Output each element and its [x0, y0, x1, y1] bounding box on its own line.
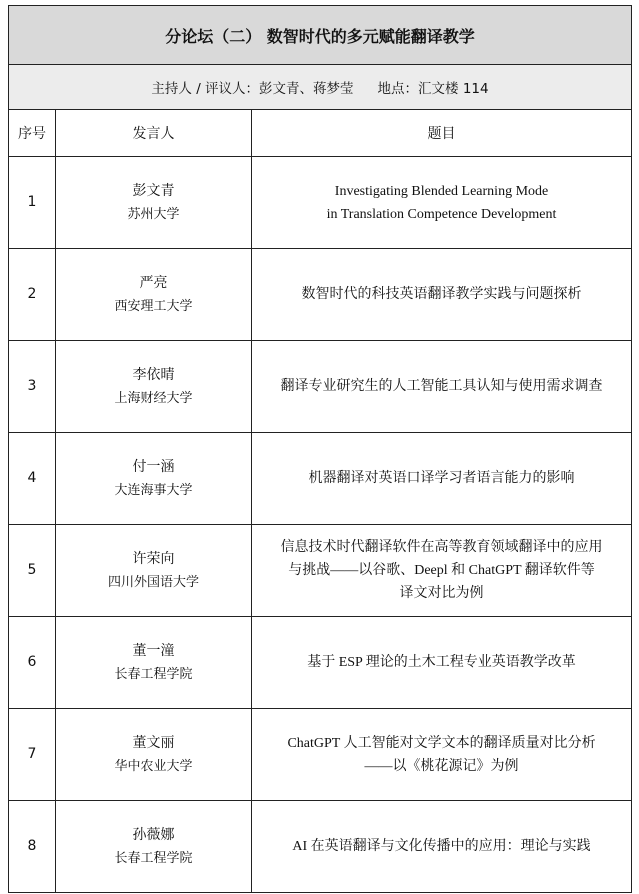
title-row [9, 6, 632, 65]
row-number: 2 [9, 249, 56, 341]
location-text: 地点：汇文楼 114 [377, 81, 489, 97]
row-number: 5 [9, 525, 56, 617]
column-header-speaker: 发言人 [56, 110, 252, 157]
speaker-cell [56, 157, 252, 249]
table-row [9, 341, 632, 433]
speaker-affiliation: 苏州大学 [127, 206, 180, 222]
speaker-cell [56, 433, 252, 525]
topic-line: 基于 ESP 理论的土木工程专业英语教学改革 [307, 655, 576, 670]
row-number: 8 [9, 801, 56, 893]
speaker-name: 严亮 [139, 274, 168, 291]
topic-line: 机器翻译对英语口译学习者语言能力的影响 [308, 471, 575, 486]
speaker-cell [56, 617, 252, 709]
topic-cell [252, 341, 632, 433]
row-number: 3 [9, 341, 56, 433]
topic-cell [252, 709, 632, 801]
speaker-affiliation: 上海财经大学 [114, 390, 193, 406]
speaker-affiliation: 四川外国语大学 [107, 574, 199, 590]
speaker-name: 董文丽 [132, 734, 175, 751]
topic-cell [252, 525, 632, 617]
topic-line: 信息技术时代翻译软件在高等教育领域翻译中的应用 [280, 540, 603, 555]
table-row [9, 617, 632, 709]
speaker-name: 许荣向 [132, 550, 175, 567]
speaker-name: 付一涵 [132, 458, 175, 475]
schedule-table [8, 5, 632, 893]
table-row [9, 801, 632, 893]
speaker-name: 彭文青 [132, 182, 175, 199]
topic-line: 与挑战——以谷歌、Deepl 和 ChatGPT 翻译软件等 [288, 563, 595, 578]
speaker-name: 董一潼 [132, 642, 175, 659]
speaker-cell [56, 525, 252, 617]
speaker-affiliation: 大连海事大学 [114, 482, 193, 498]
row-number: 4 [9, 433, 56, 525]
column-header-number: 序号 [9, 110, 56, 157]
topic-line: 数智时代的科技英语翻译教学实践与问题探析 [301, 287, 582, 302]
table-row [9, 157, 632, 249]
topic-cell [252, 617, 632, 709]
topic-line: ChatGPT 人工智能对文学文本的翻译质量对比分析 [287, 735, 596, 751]
speaker-cell [56, 249, 252, 341]
info-row [9, 65, 632, 110]
table-row [9, 433, 632, 525]
topic-cell [252, 249, 632, 341]
speaker-affiliation: 长春工程学院 [114, 666, 193, 682]
speaker-cell [56, 709, 252, 801]
column-header-topic: 题目 [252, 110, 632, 157]
speaker-cell [56, 341, 252, 433]
topic-line: 翻译专业研究生的人工智能工具认知与使用需求调查 [280, 379, 603, 394]
row-number: 6 [9, 617, 56, 709]
topic-cell [252, 801, 632, 893]
forum-info [9, 65, 632, 110]
speaker-affiliation: 西安理工大学 [114, 298, 193, 314]
table-row [9, 249, 632, 341]
topic-cell [252, 433, 632, 525]
speaker-affiliation: 长春工程学院 [114, 850, 193, 866]
table-row [9, 709, 632, 801]
speaker-affiliation: 华中农业大学 [114, 758, 193, 774]
topic-cell [252, 157, 632, 249]
topic-line: in Translation Competence Development [326, 206, 557, 222]
topic-line: AI 在英语翻译与文化传播中的应用：理论与实践 [292, 839, 591, 854]
topic-line: Investigating Blended Learning Mode [334, 183, 549, 199]
forum-title: 分论坛（二） 数智时代的多元赋能翻译教学 [9, 6, 632, 65]
speaker-name: 孙薇娜 [132, 826, 175, 843]
header-row [9, 110, 632, 157]
topic-line: ——以《桃花源记》为例 [364, 758, 519, 774]
table-row [9, 525, 632, 617]
row-number: 7 [9, 709, 56, 801]
row-number: 1 [9, 157, 56, 249]
forum-schedule-sheet [8, 5, 631, 893]
speaker-name: 李依晴 [132, 366, 175, 383]
hosts-text: 主持人 / 评议人：彭文青、蒋梦莹 [151, 81, 354, 97]
speaker-cell [56, 801, 252, 893]
topic-line: 译文对比为例 [399, 586, 484, 601]
